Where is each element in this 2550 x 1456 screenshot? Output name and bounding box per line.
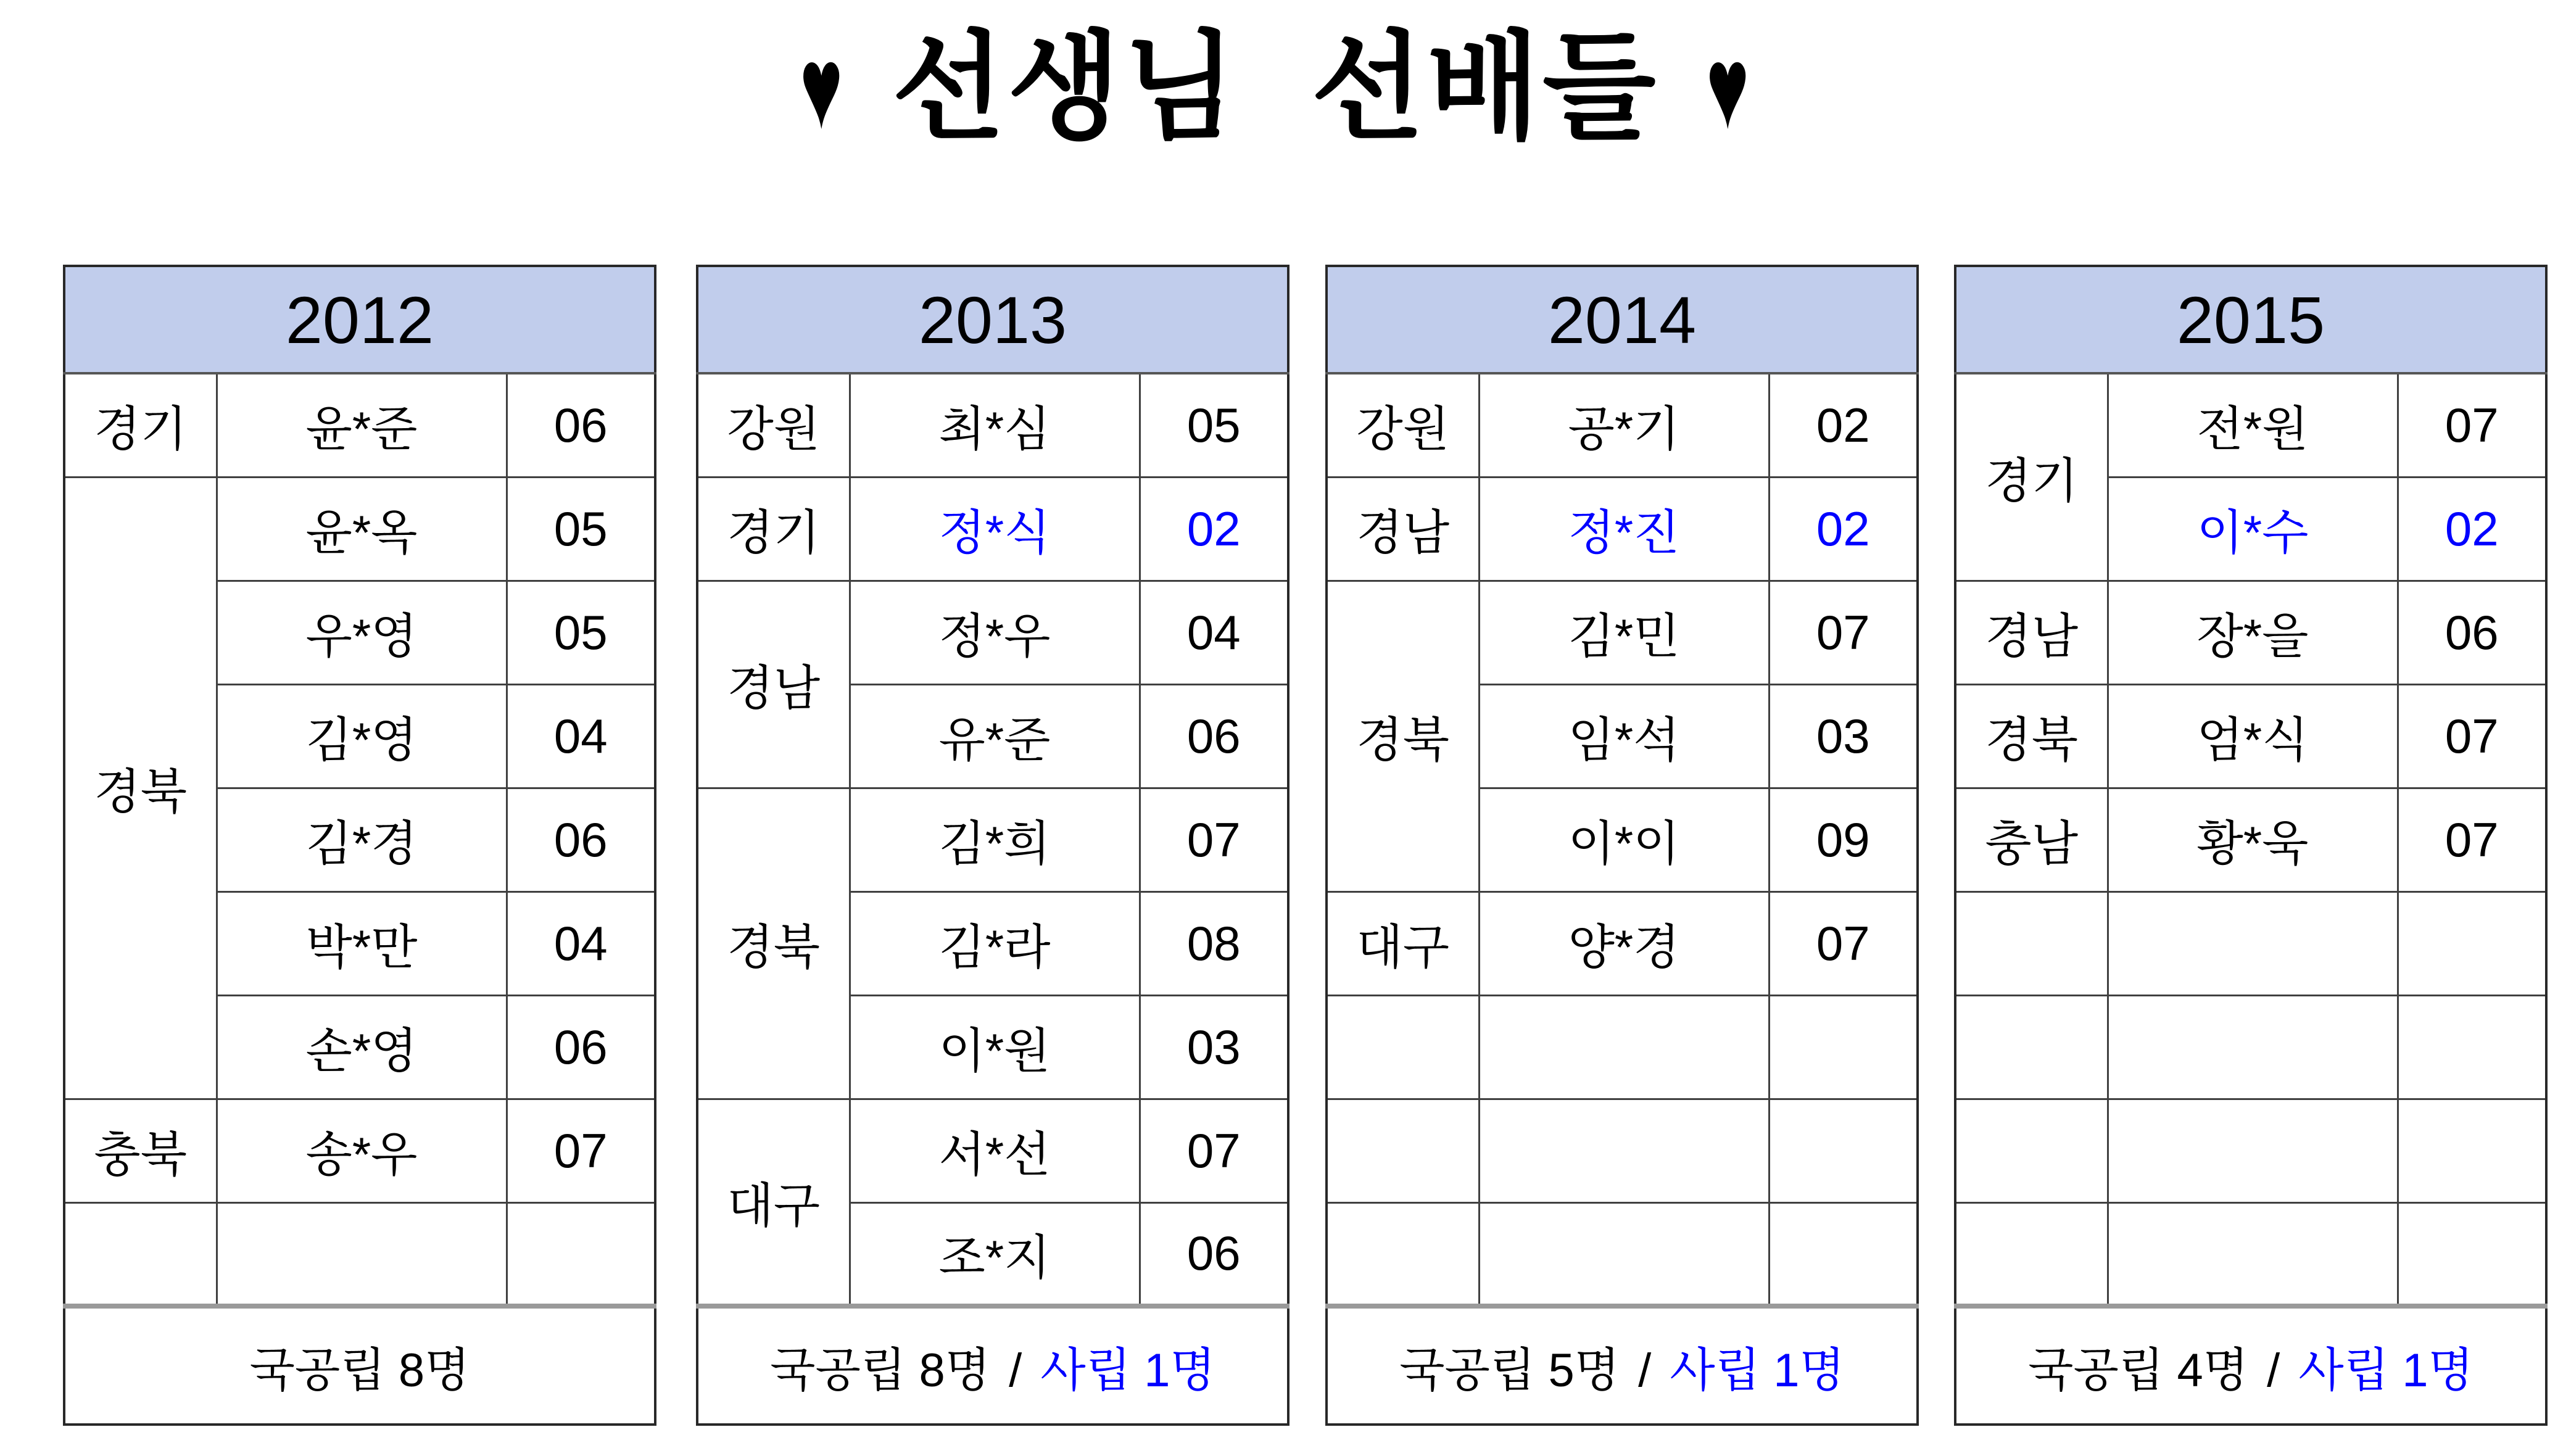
name-cell: 김*영	[217, 684, 507, 788]
class-year-cell: 06	[507, 373, 655, 477]
empty-region-cell	[1327, 995, 1479, 1099]
table-row	[1955, 788, 2546, 891]
name-cell: 전*원	[2108, 373, 2398, 477]
empty-region-cell	[1955, 891, 2108, 995]
summary-cell	[697, 1306, 1288, 1425]
table-row	[697, 788, 1288, 891]
class-year-cell: 06	[1140, 1202, 1288, 1306]
region-cell: 강원	[1327, 373, 1479, 477]
empty-class-cell	[2398, 1099, 2546, 1202]
table-row	[1955, 266, 2546, 373]
region-cell: 경남	[1955, 581, 2108, 684]
heart-icon-right: ♥	[1705, 22, 1751, 153]
name-cell: 우*영	[217, 581, 507, 684]
table-row	[697, 477, 1288, 581]
region-cell: 경북	[64, 477, 217, 1099]
class-year-cell: 03	[1769, 684, 1918, 788]
name-cell: 황*욱	[2108, 788, 2398, 891]
summary-separator: /	[1009, 1344, 1022, 1397]
table-row	[1955, 373, 2546, 477]
class-year-cell: 02	[2398, 477, 2546, 581]
summary-separator: /	[1638, 1344, 1652, 1397]
name-cell: 공*기	[1479, 373, 1769, 477]
empty-class-cell	[1769, 1202, 1918, 1306]
summary-public: 국공립 8명	[770, 1344, 991, 1397]
table-row	[1955, 1306, 2546, 1425]
name-cell: 김*민	[1479, 581, 1769, 684]
region-cell: 경남	[697, 581, 850, 788]
name-cell: 이*이	[1479, 788, 1769, 891]
summary-public: 국공립 5명	[1399, 1344, 1620, 1397]
table-row	[1327, 373, 1918, 477]
table-row	[697, 266, 1288, 373]
year-header: 2013	[697, 266, 1288, 373]
empty-region-cell	[1955, 995, 2108, 1099]
name-cell: 엄*식	[2108, 684, 2398, 788]
table-row	[1955, 581, 2546, 684]
region-cell: 경북	[697, 788, 850, 1099]
year-header: 2014	[1327, 266, 1918, 373]
name-cell: 정*진	[1479, 477, 1769, 581]
table-row	[64, 1306, 655, 1425]
class-year-cell: 02	[1769, 477, 1918, 581]
class-year-cell: 07	[2398, 373, 2546, 477]
table-row	[1327, 891, 1918, 995]
name-cell: 김*라	[850, 891, 1140, 995]
region-cell: 충북	[64, 1099, 217, 1202]
year-header: 2015	[1955, 266, 2546, 373]
summary-public: 국공립 8명	[249, 1344, 470, 1397]
empty-name-cell	[2108, 995, 2398, 1099]
class-year-cell: 07	[1769, 581, 1918, 684]
name-cell: 박*만	[217, 891, 507, 995]
empty-class-cell	[2398, 995, 2546, 1099]
empty-region-cell	[1955, 1099, 2108, 1202]
empty-class-cell	[2398, 1202, 2546, 1306]
name-cell: 송*우	[217, 1099, 507, 1202]
summary-separator: /	[2267, 1344, 2280, 1397]
heart-icon-left: ♥	[799, 22, 845, 153]
region-cell: 충남	[1955, 788, 2108, 891]
class-year-cell: 08	[1140, 891, 1288, 995]
table-row	[1327, 1306, 1918, 1425]
name-cell: 정*우	[850, 581, 1140, 684]
table-row	[697, 1099, 1288, 1202]
empty-name-cell	[1479, 1099, 1769, 1202]
table-row	[1327, 995, 1918, 1099]
table-row	[1955, 1099, 2546, 1202]
empty-name-cell	[2108, 1099, 2398, 1202]
table-row	[64, 1099, 655, 1202]
name-cell: 양*경	[1479, 891, 1769, 995]
table-row	[1955, 891, 2546, 995]
table-row	[64, 477, 655, 581]
year-header: 2012	[64, 266, 655, 373]
table-row	[1327, 1099, 1918, 1202]
summary-private: 사립 1명	[2298, 1344, 2473, 1397]
class-year-cell: 07	[1140, 788, 1288, 891]
region-cell: 경북	[1327, 581, 1479, 891]
class-year-cell: 02	[1769, 373, 1918, 477]
class-year-cell: 07	[507, 1099, 655, 1202]
class-year-cell: 06	[2398, 581, 2546, 684]
name-cell: 장*을	[2108, 581, 2398, 684]
year-table-2013	[696, 265, 1289, 1426]
page-title-text: 선생님 선배들	[892, 22, 1658, 153]
year-table-2014	[1325, 265, 1919, 1426]
class-year-cell: 07	[2398, 684, 2546, 788]
summary-cell	[1327, 1306, 1918, 1425]
table-row	[1955, 684, 2546, 788]
name-cell: 이*원	[850, 995, 1140, 1099]
class-year-cell: 06	[507, 788, 655, 891]
name-cell: 조*지	[850, 1202, 1140, 1306]
table-row	[697, 581, 1288, 684]
name-cell: 임*석	[1479, 684, 1769, 788]
class-year-cell: 04	[1140, 581, 1288, 684]
empty-region-cell	[64, 1202, 217, 1306]
name-cell: 손*영	[217, 995, 507, 1099]
class-year-cell: 06	[507, 995, 655, 1099]
name-cell: 윤*준	[217, 373, 507, 477]
table-row	[64, 266, 655, 373]
region-cell: 대구	[1327, 891, 1479, 995]
table-row	[1327, 581, 1918, 684]
summary-public: 국공립 4명	[2028, 1344, 2249, 1397]
empty-name-cell	[2108, 1202, 2398, 1306]
summary-private: 사립 1명	[1040, 1344, 1215, 1397]
summary-cell	[64, 1306, 655, 1425]
table-row	[1327, 477, 1918, 581]
page-title	[0, 23, 2550, 152]
empty-region-cell	[1327, 1099, 1479, 1202]
empty-name-cell	[217, 1202, 507, 1306]
table-row	[697, 1306, 1288, 1425]
table-row	[1327, 266, 1918, 373]
empty-name-cell	[1479, 1202, 1769, 1306]
empty-class-cell	[507, 1202, 655, 1306]
name-cell: 윤*옥	[217, 477, 507, 581]
summary-cell	[1955, 1306, 2546, 1425]
class-year-cell: 05	[507, 477, 655, 581]
class-year-cell: 04	[507, 684, 655, 788]
table-row	[697, 373, 1288, 477]
empty-class-cell	[2398, 891, 2546, 995]
summary-private: 사립 1명	[1670, 1344, 1845, 1397]
empty-class-cell	[1769, 1099, 1918, 1202]
region-cell: 경남	[1327, 477, 1479, 581]
class-year-cell: 06	[1140, 684, 1288, 788]
name-cell: 유*준	[850, 684, 1140, 788]
region-cell: 경기	[64, 373, 217, 477]
name-cell: 이*수	[2108, 477, 2398, 581]
table-row	[64, 373, 655, 477]
region-cell: 대구	[697, 1099, 850, 1306]
empty-class-cell	[1769, 995, 1918, 1099]
name-cell: 김*희	[850, 788, 1140, 891]
year-table-2012	[63, 265, 656, 1426]
region-cell: 경기	[697, 477, 850, 581]
name-cell: 김*경	[217, 788, 507, 891]
class-year-cell: 09	[1769, 788, 1918, 891]
class-year-cell: 05	[1140, 373, 1288, 477]
class-year-cell: 07	[2398, 788, 2546, 891]
empty-name-cell	[2108, 891, 2398, 995]
year-table-2015	[1954, 265, 2548, 1426]
region-cell: 강원	[697, 373, 850, 477]
empty-name-cell	[1479, 995, 1769, 1099]
name-cell: 서*선	[850, 1099, 1140, 1202]
empty-region-cell	[1327, 1202, 1479, 1306]
name-cell: 정*식	[850, 477, 1140, 581]
class-year-cell: 05	[507, 581, 655, 684]
class-year-cell: 02	[1140, 477, 1288, 581]
class-year-cell: 03	[1140, 995, 1288, 1099]
class-year-cell: 07	[1140, 1099, 1288, 1202]
class-year-cell: 07	[1769, 891, 1918, 995]
region-cell: 경북	[1955, 684, 2108, 788]
class-year-cell: 04	[507, 891, 655, 995]
table-row	[1955, 1202, 2546, 1306]
empty-region-cell	[1955, 1202, 2108, 1306]
table-row	[64, 1202, 655, 1306]
region-cell: 경기	[1955, 373, 2108, 581]
name-cell: 최*심	[850, 373, 1140, 477]
table-row	[1955, 995, 2546, 1099]
table-row	[1327, 1202, 1918, 1306]
